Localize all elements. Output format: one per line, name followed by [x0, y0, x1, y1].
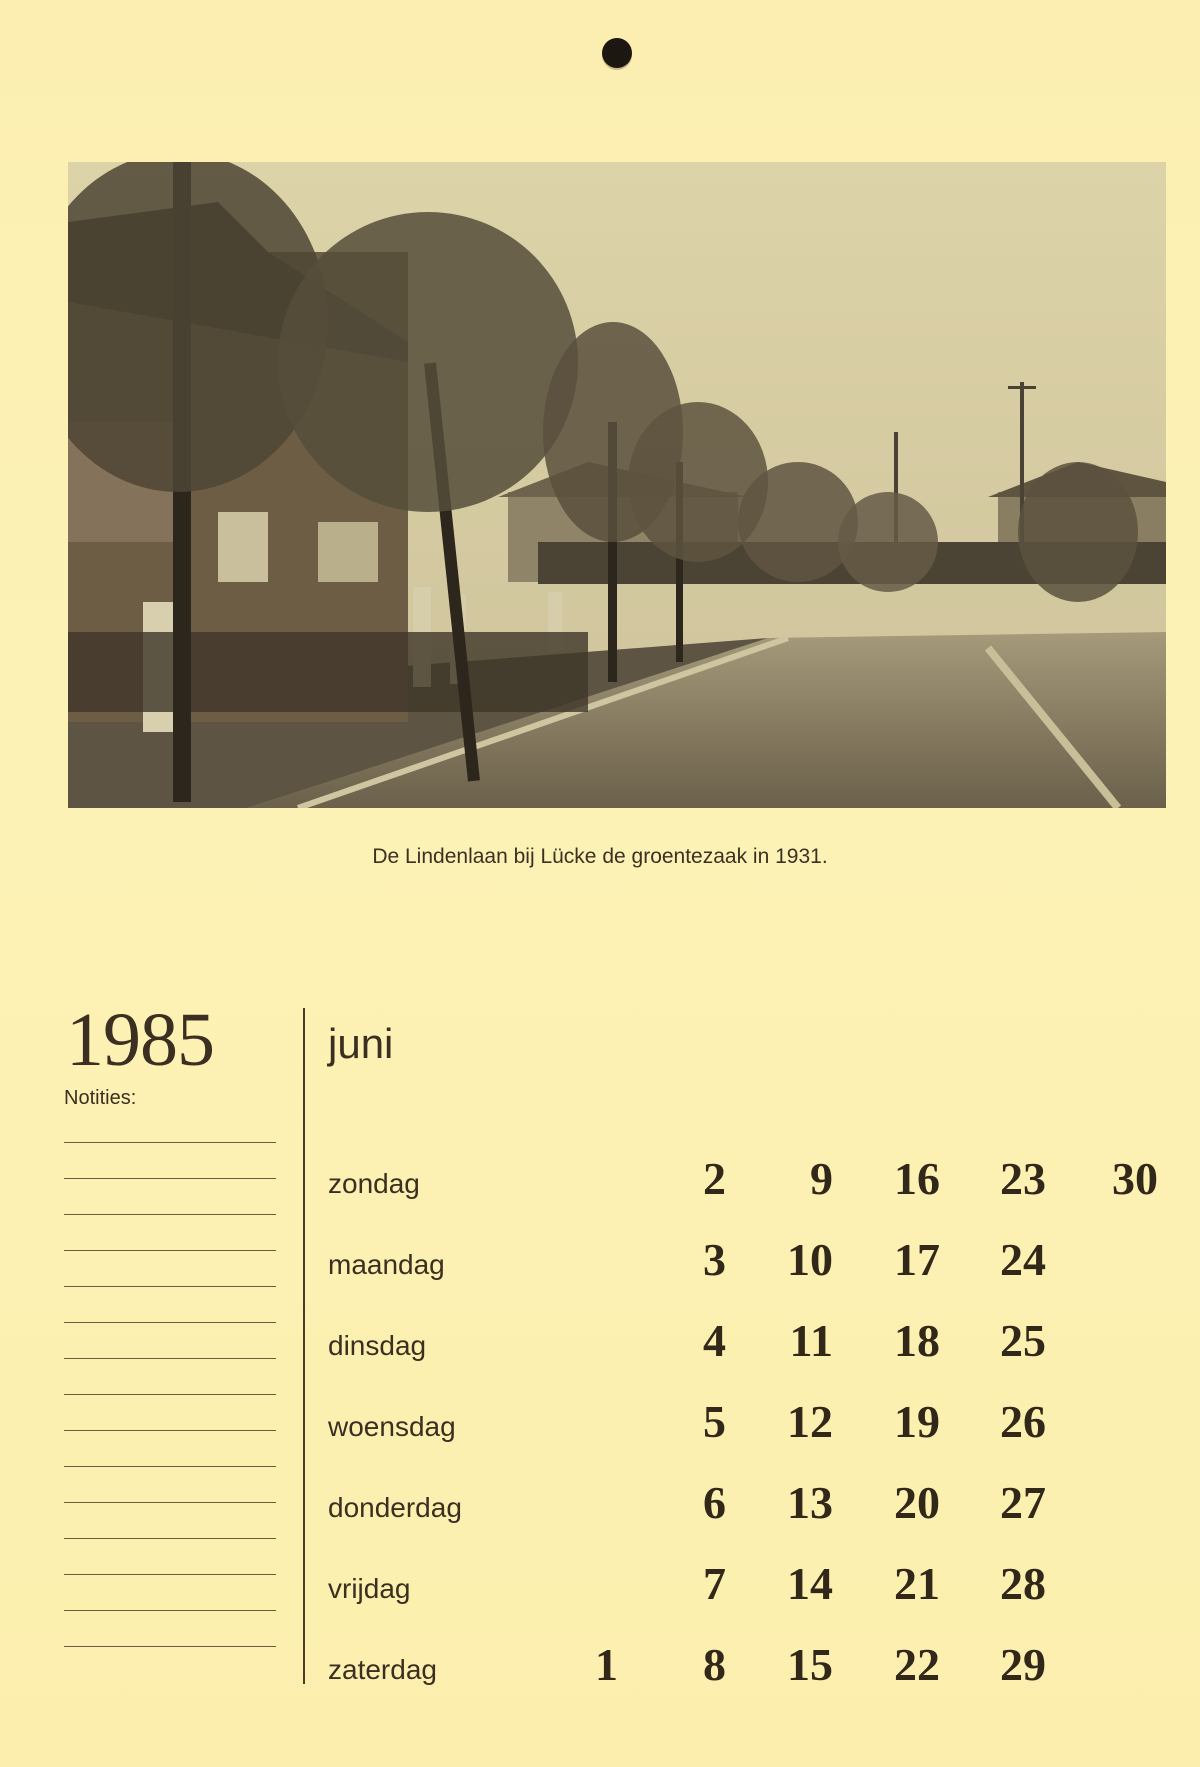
weekday-label: dinsdag [328, 1330, 427, 1361]
year-label: 1985 [66, 998, 214, 1082]
calendar-row [328, 1233, 1178, 1314]
calendar-date: 26 [1000, 1396, 1046, 1447]
calendar-date: 22 [894, 1639, 940, 1690]
note-line [64, 1538, 276, 1539]
calendar-date: 1 [595, 1639, 618, 1690]
calendar-date: 13 [787, 1477, 833, 1528]
notes-label: Notities: [64, 1087, 137, 1109]
notes-lines [64, 1142, 276, 1682]
calendar-date: 20 [894, 1477, 940, 1528]
calendar-row [328, 1314, 1178, 1395]
weekday-label: donderdag [328, 1492, 462, 1523]
weekday-label: maandag [328, 1249, 445, 1280]
note-line [64, 1466, 276, 1467]
calendar-date: 25 [1000, 1315, 1046, 1366]
note-line [64, 1322, 276, 1323]
note-line [64, 1646, 276, 1647]
calendar-date: 12 [787, 1396, 833, 1447]
calendar-grid [328, 1152, 1178, 1719]
note-line [64, 1574, 276, 1575]
calendar-row [328, 1557, 1178, 1638]
calendar-date: 4 [703, 1315, 726, 1366]
calendar-date: 24 [1000, 1234, 1046, 1285]
calendar-date: 7 [703, 1558, 726, 1609]
calendar-date: 28 [1000, 1558, 1046, 1609]
calendar-date: 9 [810, 1153, 833, 1204]
historic-photo [68, 162, 1166, 808]
note-line [64, 1286, 276, 1287]
calendar-date: 21 [894, 1558, 940, 1609]
weekday-label: woensdag [328, 1411, 456, 1442]
weekday-label: zaterdag [328, 1654, 437, 1685]
calendar-date: 18 [894, 1315, 940, 1366]
column-divider [303, 1008, 305, 1684]
photo-caption: De Lindenlaan bij Lücke de groentezaak in 1931. [372, 845, 828, 868]
note-line [64, 1214, 276, 1215]
calendar-date: 27 [1000, 1477, 1046, 1528]
note-line [64, 1358, 276, 1359]
calendar-row [328, 1152, 1178, 1233]
calendar-date: 3 [703, 1234, 726, 1285]
calendar-date: 15 [787, 1639, 833, 1690]
calendar-date: 6 [703, 1477, 726, 1528]
hanging-hole [602, 38, 632, 68]
calendar-date: 23 [1000, 1153, 1046, 1204]
calendar-date: 14 [787, 1558, 833, 1609]
calendar-row [328, 1476, 1178, 1557]
weekday-label: vrijdag [328, 1573, 411, 1604]
calendar-date: 10 [787, 1234, 833, 1285]
note-line [64, 1142, 276, 1143]
calendar-date: 19 [894, 1396, 940, 1447]
note-line [64, 1394, 276, 1395]
note-line [64, 1178, 276, 1179]
note-line [64, 1430, 276, 1431]
note-line [64, 1610, 276, 1611]
note-line [64, 1250, 276, 1251]
calendar-date: 8 [703, 1639, 726, 1690]
calendar-date: 11 [789, 1315, 833, 1366]
calendar-date: 29 [1000, 1639, 1046, 1690]
calendar-date: 5 [703, 1396, 726, 1447]
calendar-date: 17 [894, 1234, 940, 1285]
calendar-date: 16 [894, 1153, 940, 1204]
calendar-date: 2 [703, 1153, 726, 1204]
calendar-row [328, 1395, 1178, 1476]
weekday-label: zondag [328, 1168, 420, 1199]
calendar-date: 30 [1112, 1153, 1158, 1204]
calendar-row [328, 1638, 1178, 1719]
note-line [64, 1502, 276, 1503]
month-label: juni [328, 1020, 394, 1067]
street-photo-illustration [68, 162, 1166, 808]
